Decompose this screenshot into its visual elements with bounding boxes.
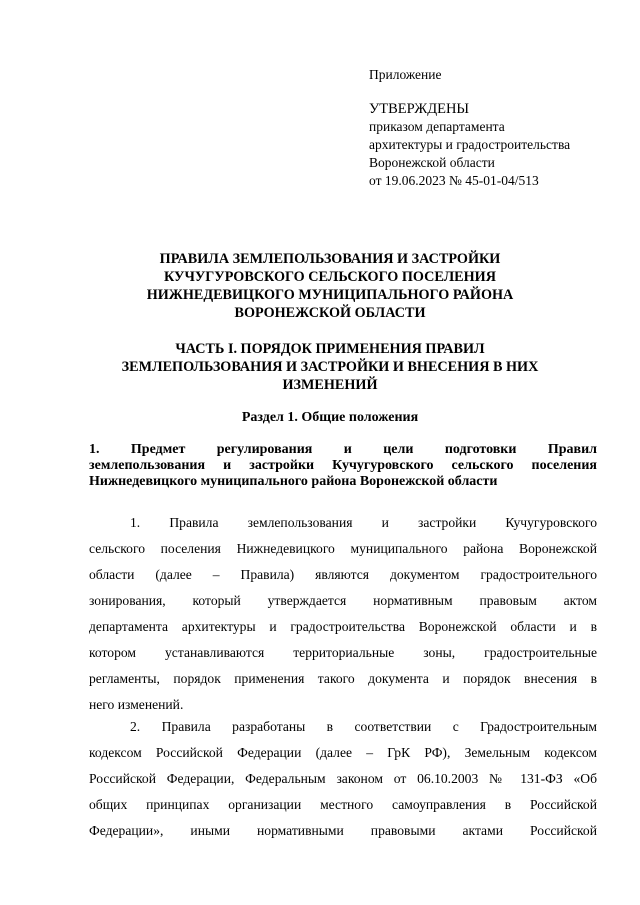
paragraph-line: 2. Правила разработаны в соответствии с Градостроительным	[130, 719, 597, 734]
paragraph-line: кодексом Российской Федерации (далее – ГрК РФ), Земельным кодексом	[89, 745, 597, 760]
paragraph-1	[89, 510, 597, 718]
article-heading	[89, 442, 597, 490]
paragraph-line: общих принципах организации местного самоуправления в Российской	[89, 797, 597, 812]
paragraph-line: Федерации», иными нормативными правовыми актами Российской	[89, 823, 597, 838]
article-heading-line: Нижнедевицкого муниципального района Воронежской области	[89, 474, 498, 489]
title-line: ВОРОНЕЖСКОЙ ОБЛАСТИ	[234, 305, 426, 321]
approval-line: приказом департамента	[369, 119, 505, 134]
article-heading-line: землепользования и застройки Кучугуровского сельского поселения	[89, 458, 597, 473]
paragraph-line: сельского поселения Нижнедевицкого муниципального района Воронежской	[89, 541, 597, 556]
section-title: Раздел 1. Общие положения	[241, 410, 419, 425]
title-line: ПРАВИЛА ЗЕМЛЕПОЛЬЗОВАНИЯ И ЗАСТРОЙКИ	[159, 251, 501, 267]
part-title-line: ИЗМЕНЕНИЙ	[282, 377, 378, 393]
paragraph-line: зонирования, который утверждается нормативным правовым актом	[89, 593, 597, 608]
approved-label: УТВЕРЖДЕНЫ	[369, 101, 470, 117]
document-title	[60, 250, 600, 322]
part-title-line: ЗЕМЛЕПОЛЬЗОВАНИЯ И ЗАСТРОЙКИ И ВНЕСЕНИЯ В НИХ	[121, 359, 539, 375]
paragraph-line: департамента архитектуры и градостроительства Воронежской области и в	[89, 619, 597, 634]
part-title	[60, 340, 600, 394]
article-heading-line: 1. Предмет регулирования и цели подготовки Правил	[89, 442, 597, 457]
paragraph-line: 1. Правила землепользования и застройки Кучугуровского	[130, 515, 597, 530]
appendix-label: Приложение	[369, 67, 442, 82]
approval-block	[369, 66, 570, 190]
approval-line: Воронежской области	[369, 155, 495, 170]
paragraph-line: регламенты, порядок применения такого документа и порядок внесения в	[89, 671, 597, 686]
paragraph-line: котором устанавливаются территориальные зоны, градостроительные	[89, 645, 597, 660]
title-line: НИЖНЕДЕВИЦКОГО МУНИЦИПАЛЬНОГО РАЙОНА	[146, 287, 514, 303]
approval-line: архитектуры и градостроительства	[369, 137, 571, 152]
paragraph-line: Российской Федерации, Федеральным законом от 06.10.2003 № 131-ФЗ «Об	[89, 771, 597, 786]
paragraph-2	[89, 714, 597, 844]
approval-date-number: от 19.06.2023 № 45-01-04/513	[369, 173, 539, 188]
paragraph-line: него изменений.	[89, 697, 184, 712]
paragraph-line: области (далее – Правила) являются документом градостроительного	[89, 567, 597, 582]
part-title-line: ЧАСТЬ I. ПОРЯДОК ПРИМЕНЕНИЯ ПРАВИЛ	[175, 341, 485, 357]
title-line: КУЧУГУРОВСКОГО СЕЛЬСКОГО ПОСЕЛЕНИЯ	[164, 269, 496, 285]
